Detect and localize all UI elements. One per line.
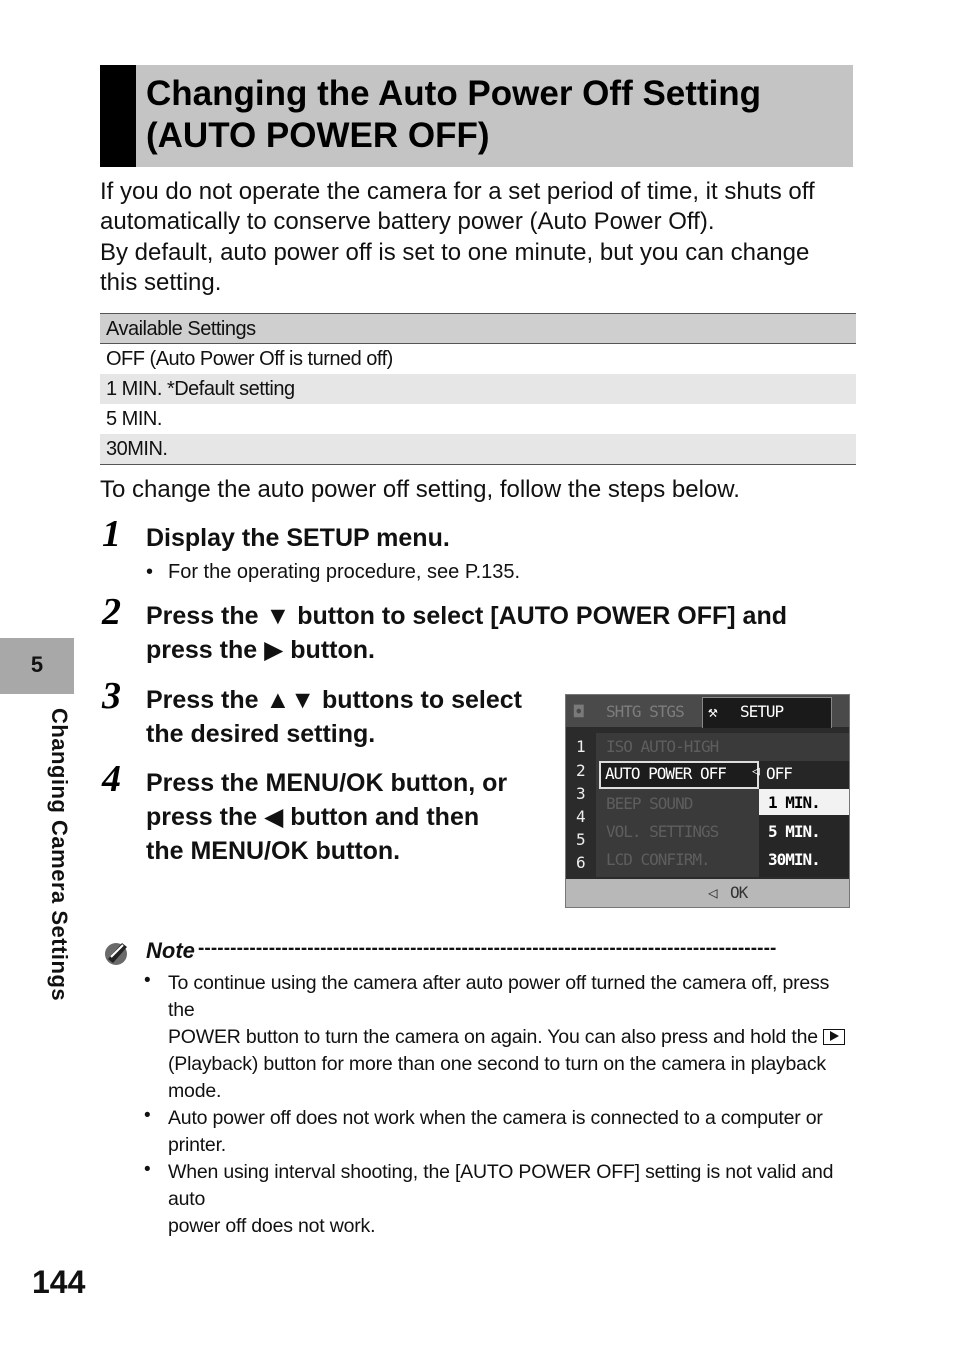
table-row: 30MIN.	[100, 434, 856, 464]
step-number: 1	[102, 513, 121, 555]
page-title	[146, 73, 851, 157]
step-number: 4	[102, 758, 121, 800]
note-dash-rule: ------------------------------------------------------------------------------------------	[198, 938, 777, 959]
steps-intro: To change the auto power off setting, follow the steps below.	[100, 476, 740, 503]
option-item: 30MIN.	[768, 850, 820, 869]
intro-paragraph-1	[100, 177, 860, 237]
chapter-label: Changing Camera Settings	[47, 708, 72, 1002]
left-arrow-icon: ◀	[264, 803, 284, 831]
intro-line: By default, auto power off is set to one minute, but you can change	[100, 239, 810, 266]
table-row: 1 MIN. *Default setting	[100, 374, 856, 404]
note-list	[100, 970, 860, 1240]
note-label: Note	[146, 938, 195, 963]
bullet-icon: •	[144, 970, 151, 991]
note-header	[100, 934, 860, 968]
page-number: 144	[32, 1264, 86, 1300]
chapter-number: 5	[30, 652, 44, 677]
intro-line: If you do not operate the camera for a set period of time, it shuts off	[100, 178, 815, 205]
menu-item: ISO AUTO-HIGH	[606, 737, 719, 756]
page-title-line2: (AUTO POWER OFF)	[146, 116, 490, 155]
step-number: 2	[102, 591, 121, 633]
row-number: 5	[576, 830, 585, 849]
footer-ok-label: OK	[730, 883, 748, 902]
table-header: Available Settings	[100, 314, 856, 344]
bullet-icon: •	[144, 1105, 151, 1126]
down-arrow-icon: ▼	[265, 602, 291, 630]
intro-paragraph-2	[100, 238, 860, 298]
menu-item-selected: AUTO POWER OFF	[605, 764, 726, 783]
option-pointer-icon: ◁	[752, 764, 759, 779]
up-down-arrow-icon: ▲▼	[265, 686, 316, 714]
intro-line: this setting.	[100, 269, 222, 296]
step-4-text: Press the MENU/OK button, or press the ◀ button and then the MENU/OK button.	[146, 769, 508, 865]
step-number: 3	[102, 675, 121, 717]
camera-setup-screen	[565, 694, 850, 908]
title-accent-bar	[100, 65, 136, 167]
step-2-text: Press the ▼ button to select [AUTO POWER OFF] and press the ▶ button.	[146, 602, 788, 664]
menu-item: LCD CONFIRM.	[606, 850, 710, 869]
row-number: 6	[576, 853, 585, 872]
settings-table	[100, 313, 856, 465]
step-3-text: Press the ▲▼ buttons to select the desired setting.	[146, 686, 522, 748]
row-number: 4	[576, 807, 585, 826]
title-banner	[100, 65, 853, 167]
step-1-bullet	[146, 561, 520, 584]
menu-item: BEEP SOUND	[606, 794, 693, 813]
option-item: OFF	[766, 764, 792, 783]
note-item: • Auto power off does not work when the camera is connected to a computer or printer.	[144, 1105, 823, 1156]
bullet-text: For the operating procedure, see P.135.	[168, 561, 521, 583]
page-title-line1: Changing the Auto Power Off Setting	[146, 74, 762, 113]
tab-shooting-settings: SHTG STGS	[606, 702, 684, 721]
bullet-icon: •	[146, 561, 154, 583]
wrench-icon: ⚒	[708, 702, 717, 721]
row-number: 3	[576, 784, 585, 803]
note-section	[100, 934, 860, 1240]
option-item: 5 MIN.	[768, 822, 820, 841]
step-1-text: Display the SETUP menu.	[146, 524, 450, 552]
row-number: 1	[576, 737, 585, 756]
table-row: 5 MIN.	[106, 408, 162, 430]
playback-icon	[823, 1029, 845, 1045]
tab-setup: SETUP	[740, 702, 784, 721]
bullet-icon: •	[144, 1159, 151, 1180]
option-item-highlighted: 1 MIN.	[768, 793, 820, 812]
table-row: OFF (Auto Power Off is turned off)	[106, 348, 393, 370]
intro-line: automatically to conserve battery power (Auto Power Off).	[100, 208, 715, 235]
back-arrow-icon: ◁	[708, 883, 717, 902]
pencil-note-icon	[102, 937, 132, 967]
note-item: • When using interval shooting, the [AUTO POWER OFF] setting is not valid and auto power off does not work.	[144, 1159, 834, 1237]
right-arrow-icon: ▶	[264, 636, 284, 664]
row-number: 2	[576, 761, 585, 780]
menu-item: VOL. SETTINGS	[606, 822, 719, 841]
note-item: • To continue using the camera after auto power off turned the camera off, press the POWER button to turn the camera on again. You can also press and hold the (Playback) button for more than one second to turn on the camera in playback mode.	[100, 970, 860, 1105]
camera-icon: ◘	[574, 702, 583, 721]
